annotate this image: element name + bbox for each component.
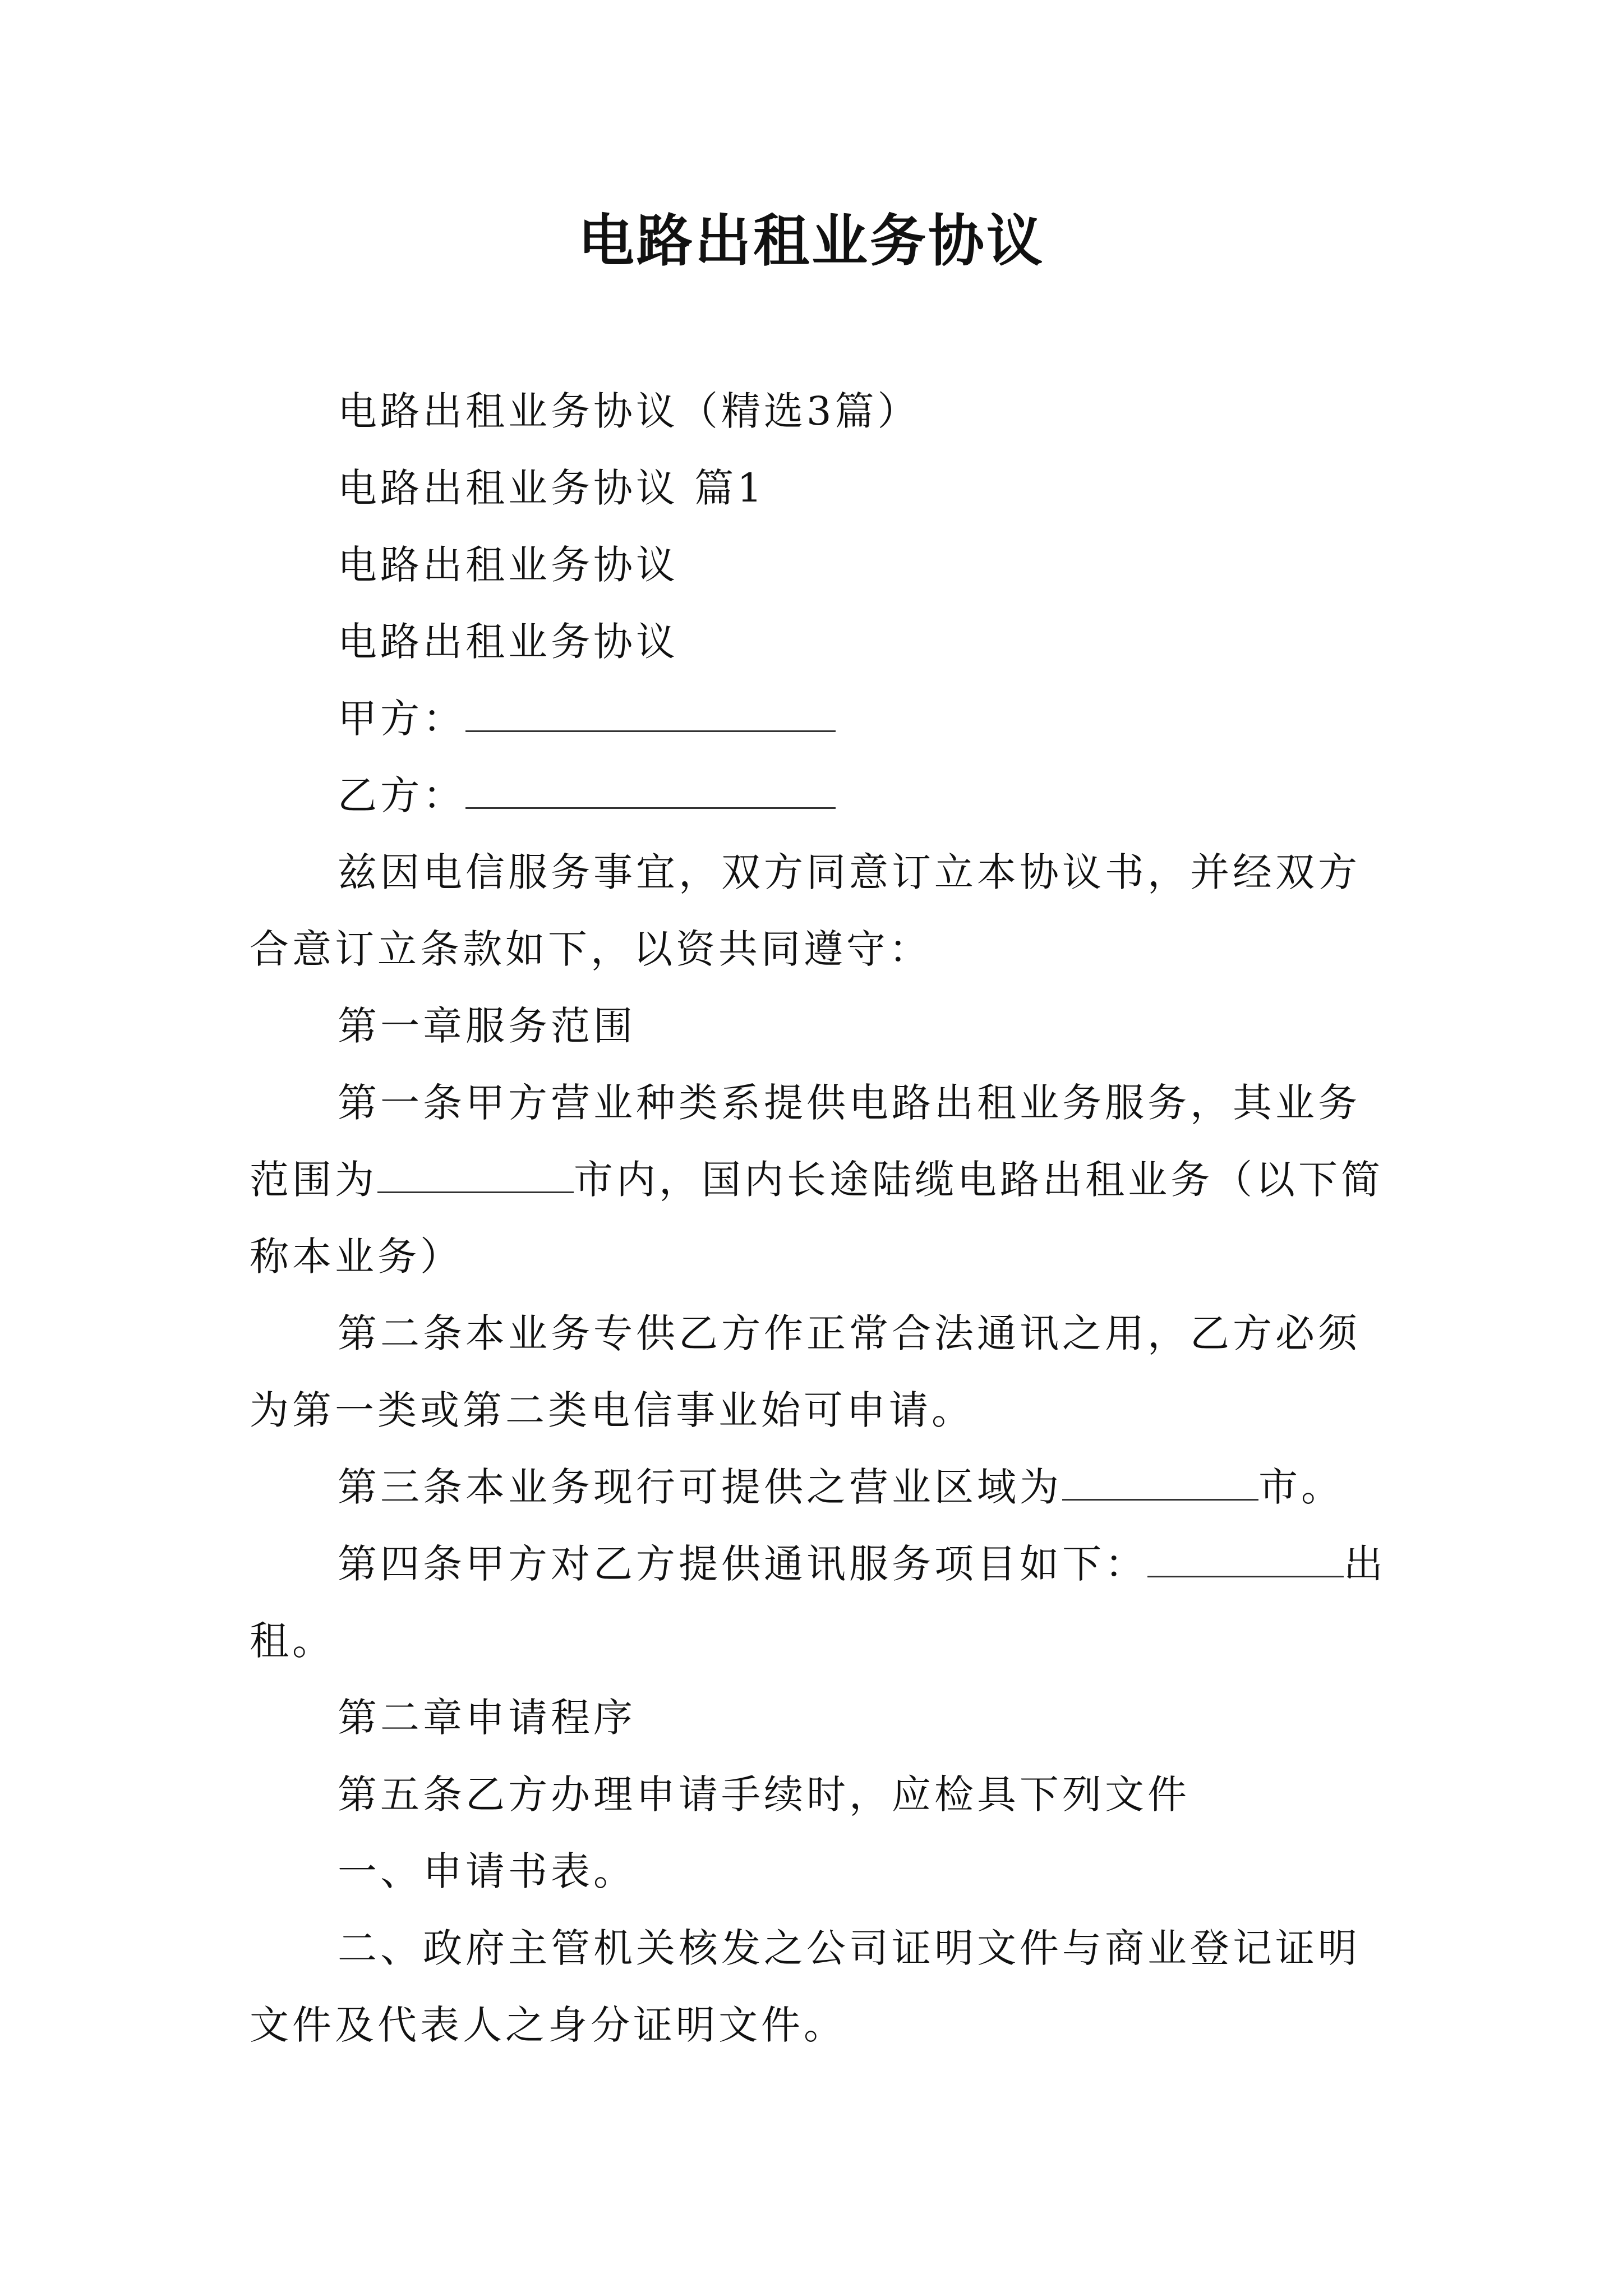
paragraph-heading: 电路出租业务协议 — [338, 619, 679, 665]
article-paragraph: 第五条乙方办理申请手续时，应检具下列文件 — [338, 1772, 1190, 1818]
fill-in-blank[interactable] — [1147, 1541, 1344, 1577]
paragraph-heading: 电路出租业务协议 — [338, 542, 679, 588]
list-item: 二、政府主管机关核发之公司证明文件与商业登记证明文件及代表人之身分证明文件。 — [250, 1925, 1361, 2048]
article-text: 市。 — [1258, 1464, 1344, 1510]
article-text: 第一条甲方营业种类系提供电路出租业务服务，其业务范围为 — [250, 1080, 1361, 1203]
article-text: 第三条本业务现行可提供之营业区域为 — [338, 1464, 1062, 1510]
party-a-line — [250, 680, 1388, 757]
paragraph-subtitle: 电路出租业务协议（精选3篇） — [338, 388, 920, 434]
chapter-heading: 第一章服务范围 — [338, 1003, 636, 1049]
article-paragraph: 第二条本业务专供乙方作正常合法通讯之用，乙方必须为第一类或第二类电信事业始可申请。 — [250, 1310, 1361, 1433]
article-text: 第四条甲方对乙方提供通讯服务项目如下： — [338, 1541, 1147, 1587]
article-paragraph — [250, 1526, 1388, 1680]
fill-in-blank[interactable] — [377, 1157, 574, 1193]
party-a-label: 甲方： — [338, 696, 465, 742]
paragraph-preamble: 兹因电信服务事宜，双方同意订立本协议书，并经双方合意订立条款如下，以资共同遵守： — [250, 849, 1361, 972]
list-item: 一、申请书表。 — [338, 1848, 636, 1894]
fill-in-blank[interactable] — [1062, 1464, 1258, 1501]
article-text: 市内，国内长途陆缆电路出租业务（以下简称本业务） — [250, 1157, 1384, 1280]
party-b-blank[interactable] — [465, 772, 836, 809]
chapter-heading: 第二章申请程序 — [338, 1695, 636, 1741]
article-text: 出租。 — [250, 1541, 1386, 1664]
paragraph-part-heading: 电路出租业务协议 篇1 — [338, 465, 766, 511]
party-b-label: 乙方： — [338, 772, 465, 818]
article-paragraph — [250, 1449, 1388, 1526]
document-body — [250, 373, 1388, 2064]
document-title: 电路出租业务协议 — [578, 208, 1045, 274]
party-b-line — [250, 757, 1388, 834]
article-paragraph — [250, 1065, 1388, 1295]
party-a-blank[interactable] — [465, 696, 836, 732]
